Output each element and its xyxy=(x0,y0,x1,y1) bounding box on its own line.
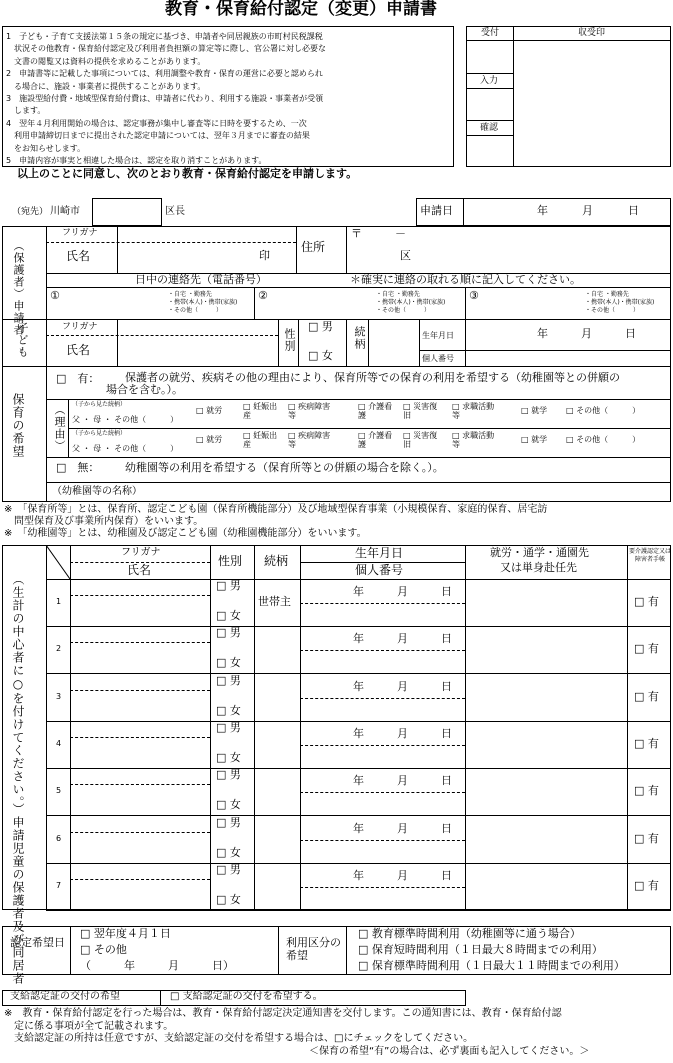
contact-note: ＊確実に連絡の取れる順に記入してください。 xyxy=(350,273,581,286)
family-member-name-input[interactable] xyxy=(72,597,208,623)
family-member-name-input[interactable] xyxy=(72,881,208,907)
contact-2-type[interactable]: ・自宅 ・勤務先 ・携帯(本人)・携帯(家族) ・その他（ ） xyxy=(376,291,446,314)
family-member-name-input[interactable] xyxy=(72,834,208,860)
guardian-name-label: 氏名 xyxy=(66,249,91,263)
family-row-number: 6 xyxy=(56,834,62,843)
footer-line: 支給認定証の所持は任意ですが、支給認定証の交付を希望する場合は、□にチェックをしてください。 xyxy=(4,1033,474,1044)
guardian-label: （保護者）申請者 xyxy=(12,240,25,336)
hope-label: 保育の希望 xyxy=(11,393,25,458)
hope-date-other[interactable]: □ その他 xyxy=(80,943,127,956)
footer-notes xyxy=(4,1008,589,1058)
reason1-study[interactable]: □ 就学 xyxy=(521,406,548,415)
family-female-checkbox[interactable]: □ 女 xyxy=(216,704,241,717)
addressee-prefix: （宛先） xyxy=(12,207,49,217)
notice-line: 3 施設型給付費・地域型保育給付費は、申請者に代わり、利用する施設・事業者が受領 xyxy=(6,94,324,104)
reason1-work[interactable]: □ 就労 xyxy=(196,406,223,415)
reason2-care[interactable]: □ 介護看護 xyxy=(358,431,393,450)
reason2-disaster[interactable]: □ 災害復旧 xyxy=(403,431,438,450)
family-row-number: 7 xyxy=(56,881,62,890)
reason1-jobhunt[interactable]: □ 求職活動等 xyxy=(452,402,495,421)
family-head-label: 世帯主 xyxy=(258,595,291,608)
contact-1[interactable]: ① xyxy=(50,289,60,302)
child-birth-date[interactable]: 年 月 日 xyxy=(537,327,636,340)
child-furigana-label: フリガナ xyxy=(62,322,98,332)
cert-checkbox[interactable]: □ 支給認定証の交付を希望する。 xyxy=(170,991,323,1002)
guardian-name-input[interactable] xyxy=(120,244,270,270)
child-label: 子ども xyxy=(16,322,29,358)
family-disability-checkbox[interactable]: □ 有 xyxy=(634,642,659,655)
family-female-checkbox[interactable]: □ 女 xyxy=(216,751,241,764)
family-disability-checkbox[interactable]: □ 有 xyxy=(634,784,659,797)
reason2-pregnancy[interactable]: □ 妊娠出産 xyxy=(243,431,278,450)
family-member-name-input[interactable] xyxy=(72,739,208,765)
reason2-jobhunt[interactable]: □ 求職活動等 xyxy=(452,431,495,450)
apply-date-label: 申請日 xyxy=(420,204,453,217)
family-row-number: 4 xyxy=(56,739,62,748)
family-male-checkbox[interactable]: □ 男 xyxy=(216,579,241,592)
hope-reason-label: （理由） xyxy=(53,404,66,452)
family-birth-date[interactable]: 年 月 日 xyxy=(353,727,452,740)
family-birth-header: 生年月日 xyxy=(355,546,404,560)
hope-yes-text2: 場合を含む。）。 xyxy=(106,383,183,396)
family-relation-header: 続柄 xyxy=(264,554,289,568)
family-birth-date[interactable]: 年 月 日 xyxy=(353,632,452,645)
family-row-number: 1 xyxy=(56,597,62,606)
notice-line: 利用申請締切日までに提出された認定申請については、翌年３月までに審査の結果 xyxy=(6,131,310,141)
child-sex-label: 性別 xyxy=(283,328,296,352)
child-female-checkbox[interactable]: □ 女 xyxy=(308,349,333,362)
notice-line: をお知らせします。 xyxy=(6,143,86,153)
family-member-name-input[interactable] xyxy=(72,692,208,718)
note-line: ※ 「保育所等」とは、保育所、認定こども園（保育所機能部分）及び地域型保育事業（小規模保育、家庭的保育、居宅訪 xyxy=(4,504,548,515)
family-row-number: 5 xyxy=(56,786,62,795)
footer-line: ＜保育の希望“有”の場合は、必ず裏面も記入してください。＞ xyxy=(309,1045,590,1057)
note-line: 問型保育及び事業所内保育）をいいます。 xyxy=(4,516,204,527)
hope-date-label: 認定希望日 xyxy=(10,936,65,949)
family-disability-checkbox[interactable]: □ 有 xyxy=(634,832,659,845)
reason1-disaster[interactable]: □ 災害復旧 xyxy=(403,402,438,421)
office-box xyxy=(466,26,671,167)
family-row-number: 2 xyxy=(56,644,62,653)
family-member-name-input[interactable] xyxy=(72,644,208,670)
reason1-other[interactable]: □ その他（ ） xyxy=(566,406,641,415)
reason2-who-label: （子から見た続柄） xyxy=(72,430,127,437)
addressee-city: 川崎市 xyxy=(50,206,80,217)
seal-mark: 印 xyxy=(259,249,270,262)
family-disability-checkbox[interactable]: □ 有 xyxy=(634,879,659,892)
hope-date-other-date[interactable]: （ 年 月 日） xyxy=(80,959,234,972)
family-birth-date[interactable]: 年 月 日 xyxy=(353,774,452,787)
contact-1-type[interactable]: ・自宅 ・勤務先 ・携帯(本人)・携帯(家族) ・その他（ ） xyxy=(168,291,238,314)
reason2-work[interactable]: □ 就労 xyxy=(196,435,223,444)
office-uketsuke: 受付 xyxy=(481,28,500,38)
child-kojin-label: 個人番号 xyxy=(422,354,454,363)
child-birth-label: 生年月日 xyxy=(422,331,454,340)
kindergarten-name-label[interactable]: （幼稚園等の名称） xyxy=(52,486,142,497)
notice-line: 2 申請書等に記載した事項については、利用調整や教育・保育の運営に必要と認められ xyxy=(6,69,323,79)
page-title: 教育・保育給付認定（変更）申請書 xyxy=(165,0,437,19)
family-male-checkbox[interactable]: □ 男 xyxy=(216,626,241,639)
reason1-who-label: （子から見た続柄） xyxy=(72,401,127,408)
reason1-pregnancy[interactable]: □ 妊娠出産 xyxy=(243,402,278,421)
child-relation-label: 続柄 xyxy=(353,326,366,350)
agreement-text: 以上のことに同意し、次のとおり教育・保育給付認定を申請します。 xyxy=(17,167,358,180)
family-female-checkbox[interactable]: □ 女 xyxy=(216,846,241,859)
notice-line: 5 申請内容が事実と相違した場合は、認定を取り消すことがあります。 xyxy=(6,156,267,166)
family-male-checkbox[interactable]: □ 男 xyxy=(216,816,241,829)
apply-year: 年 xyxy=(537,204,548,217)
reason2-who[interactable]: 父 ・ 母 ・ その他（ ） xyxy=(72,444,179,453)
reason1-illness[interactable]: □ 疾病障害等 xyxy=(288,402,331,421)
notice-line: します。 xyxy=(6,106,46,116)
family-female-checkbox[interactable]: □ 女 xyxy=(216,609,241,622)
contact-label: 日中の連絡先（電話番号） xyxy=(135,273,267,286)
family-work2-header: 又は単身赴任先 xyxy=(500,561,577,574)
contact-3[interactable]: ③ xyxy=(469,289,479,302)
definition-notes xyxy=(4,504,547,540)
usage-label: 利用区分の希望 xyxy=(286,936,341,962)
family-birth-date[interactable]: 年 月 日 xyxy=(353,869,452,882)
notice-line: 状況その他教育・保育給付認定及び利用者負担額の算定等に際し、官公署に対し必要な xyxy=(6,44,326,54)
child-name-label: 氏名 xyxy=(66,343,91,357)
family-birth-date[interactable]: 年 月 日 xyxy=(353,822,452,835)
header-diagonal xyxy=(46,545,70,579)
hope-date-april[interactable]: □ 翌年度４月１日 xyxy=(80,927,171,940)
ward-input[interactable] xyxy=(92,198,162,226)
postal-code[interactable]: 〒 － xyxy=(351,227,406,240)
footer-line: ※ 教育・保育給付認定を行った場合は、教育・保育給付認定決定通知書を交付します。この通知書には、教育・保育給付認 xyxy=(4,1008,562,1019)
family-disability-checkbox[interactable]: □ 有 xyxy=(634,737,659,750)
family-male-checkbox[interactable]: □ 男 xyxy=(216,721,241,734)
address-ku: 区 xyxy=(400,249,411,262)
contact-3-type[interactable]: ・自宅 ・勤務先 ・携帯(本人)・携帯(家族) ・その他（ ） xyxy=(585,291,655,314)
family-side-label: （生計の中心者に○を付けてください。）申請児童の保護者及び同居者 xyxy=(11,573,25,985)
notice-line: 4 翌年４月利用開始の場合は、認定事務が集中し審査等に日時を要するため、一次 xyxy=(6,118,307,128)
apply-day: 日 xyxy=(628,204,639,217)
address-label: 住所 xyxy=(301,240,326,254)
hope-yes-text: 保護者の就労、疾病その他の理由により、保育所等での保育の利用を希望する（幼稚園等との併願の xyxy=(125,371,620,384)
office-kakunin: 確認 xyxy=(480,123,499,133)
family-male-checkbox[interactable]: □ 男 xyxy=(216,674,241,687)
family-disability-checkbox[interactable]: □ 有 xyxy=(634,595,659,608)
cert-label: 支給認定証の交付の希望 xyxy=(10,991,120,1002)
hope-no-text: 幼稚園等の利用を希望する（保育所等との併願の場合を除く。）。 xyxy=(125,461,444,474)
reason2-study[interactable]: □ 就学 xyxy=(521,435,548,444)
office-juri: 収受印 xyxy=(578,28,606,38)
child-male-checkbox[interactable]: □ 男 xyxy=(308,320,333,333)
family-work-header: 就労・通学・通園先 xyxy=(490,546,589,559)
family-sex-header: 性別 xyxy=(218,554,243,568)
hope-yes-checkbox[interactable]: □ 有： xyxy=(56,372,100,385)
family-kojin-header: 個人番号 xyxy=(355,563,404,577)
family-male-checkbox[interactable]: □ 男 xyxy=(216,768,241,781)
family-female-checkbox[interactable]: □ 女 xyxy=(216,656,241,669)
family-male-checkbox[interactable]: □ 男 xyxy=(216,863,241,876)
usage-standard[interactable]: □ 保育標準時間利用（１日最大１１時間までの利用） xyxy=(358,959,625,972)
apply-month: 月 xyxy=(582,204,593,217)
usage-short[interactable]: □ 保育短時間利用（１日最大８時間までの利用） xyxy=(358,943,603,956)
family-birth-date[interactable]: 年 月 日 xyxy=(353,680,452,693)
reason2-illness[interactable]: □ 疾病障害等 xyxy=(288,431,331,450)
family-member-name-input[interactable] xyxy=(72,786,208,812)
family-row-number: 3 xyxy=(56,692,62,701)
guardian-furigana-label: フリガナ xyxy=(62,228,98,238)
contact-2[interactable]: ② xyxy=(258,289,268,302)
notice-line: る場合に、施設・事業者に提供することがあります。 xyxy=(6,81,206,91)
family-name-header: 氏名 xyxy=(127,563,152,577)
reason2-other[interactable]: □ その他（ ） xyxy=(566,435,641,444)
usage-education[interactable]: □ 教育標準時間利用（幼稚園等に通う場合） xyxy=(358,927,581,940)
notice-line: 文書の閲覧又は資料の提供を求めることがあります。 xyxy=(6,56,206,66)
family-birth-date[interactable]: 年 月 日 xyxy=(353,585,452,598)
reason1-who[interactable]: 父 ・ 母 ・ その他（ ） xyxy=(72,415,179,424)
notice-list xyxy=(6,31,326,167)
notice-line: 1 子ども・子育て支援法第１５条の規定に基づき、申請者や同居親族の市町村民税課税 xyxy=(6,32,323,41)
family-disability-checkbox[interactable]: □ 有 xyxy=(634,690,659,703)
family-female-checkbox[interactable]: □ 女 xyxy=(216,798,241,811)
footer-line: 定に係る事項が全て記載されます。 xyxy=(4,1020,174,1032)
family-furigana-header: フリガナ xyxy=(121,547,161,558)
family-female-checkbox[interactable]: □ 女 xyxy=(216,893,241,906)
office-nyuryoku: 入力 xyxy=(480,76,499,86)
family-disability-header: 要介護認定又は障害者手帳 xyxy=(629,548,672,563)
addressee-ku: 区長 xyxy=(165,206,185,217)
reason1-care[interactable]: □ 介護看護 xyxy=(358,402,393,421)
note-line: ※ 「幼稚園等」とは、幼稚園及び認定こども園（幼稚園機能部分）をいいます。 xyxy=(4,528,367,539)
hope-no-checkbox[interactable]: □ 無： xyxy=(56,461,100,474)
